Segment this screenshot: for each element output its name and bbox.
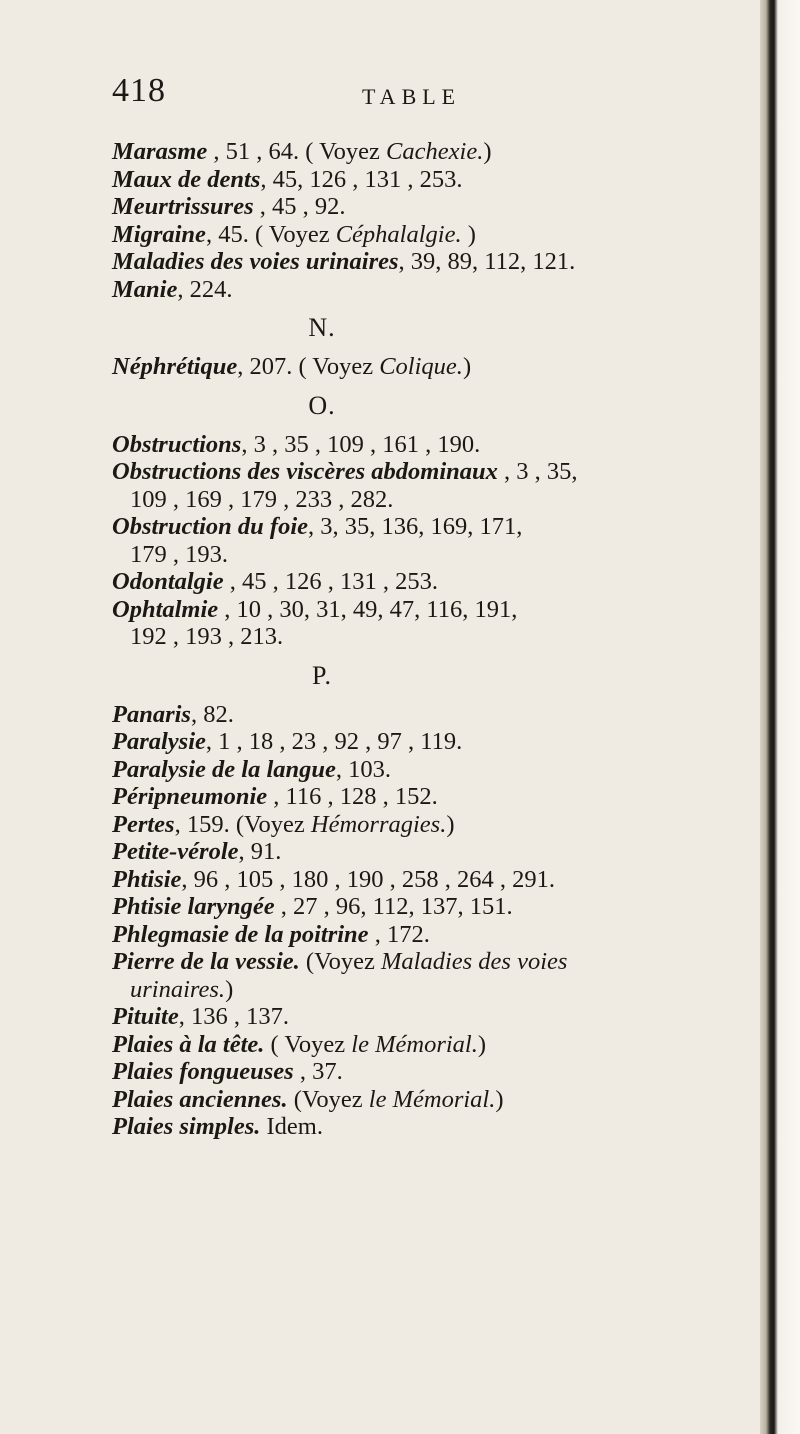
entry-term: Obstruction du foie (112, 513, 309, 540)
section-letter: O. (308, 390, 336, 420)
entry-continuation (112, 486, 762, 514)
running-head: TABLE (362, 84, 462, 109)
entry-tail: ) (461, 220, 476, 248)
entry-pages: , 51 , 64. ( Voyez (207, 138, 387, 165)
entry-pages: , 3 , 35 , 109 , 161 , 190. (241, 430, 481, 458)
entry-pages: , 96 , 105 , 180 , 190 , 258 , 264 , 291. (181, 865, 556, 893)
entry-term: Meurtrissures (112, 193, 254, 220)
index-entry (112, 1003, 762, 1031)
entry-cross-reference: Céphalalgie. (335, 220, 462, 248)
section-letter: N. (308, 313, 336, 342)
entry-tail: ) (446, 810, 455, 838)
index-entry (112, 893, 762, 921)
index-entry (112, 728, 762, 756)
entry-term: Marasme (112, 138, 208, 165)
entry-cross-reference: le Mémorial. (368, 1085, 496, 1113)
entry-pages: , 3 , 35, (497, 458, 578, 485)
index-entry (112, 1058, 762, 1086)
index-entry (112, 353, 762, 381)
entry-pages: , 91. (238, 838, 282, 865)
entry-term: Paralysie (112, 728, 206, 755)
entry-pages: , 39, 89, 112, 121. (398, 248, 576, 275)
index-entry (112, 783, 762, 811)
entry-cross-reference: Cachexie. (386, 138, 484, 165)
entry-pages: Idem. (260, 1113, 323, 1140)
entry-pages: , 1 , 18 , 23 , 92 , 97 , 119. (205, 728, 463, 755)
entry-pages: (Voyez (299, 948, 381, 975)
entry-cross-reference: le Mémorial. (351, 1030, 478, 1058)
entry-continuation (112, 976, 762, 1004)
entry-term: Panaris (112, 700, 191, 728)
section-letter: P. (311, 660, 333, 690)
index-entry (112, 948, 762, 1003)
entry-term: Pierre de la vessie. (112, 948, 300, 975)
entry-pages: (Voyez (287, 1085, 369, 1113)
entry-pages: , 37. (293, 1058, 343, 1085)
entry-pages: ( Voyez (264, 1030, 352, 1058)
entry-tail: ) (495, 1085, 504, 1113)
entry-continuation-text: 109 , 169 , 179 , 233 , 282. (130, 485, 394, 513)
entry-term: Plaies fongueuses (112, 1058, 294, 1085)
entry-term: Obstructions des viscères abdominaux (112, 458, 498, 485)
entry-term: Manie (112, 275, 178, 303)
entry-continuation (112, 541, 762, 569)
entry-pages: , 82. (190, 700, 234, 728)
index-entry (112, 756, 762, 784)
entry-term: Péripneumonie (112, 783, 268, 810)
index-entry (112, 596, 762, 651)
index-entry (112, 866, 762, 894)
index-entry (112, 276, 762, 304)
entry-pages: , 116 , 128 , 152. (267, 783, 438, 810)
index-entry (112, 248, 762, 276)
entry-pages: , 45 , 92. (253, 193, 346, 220)
index-entry (112, 166, 762, 194)
entry-pages: , 172. (368, 920, 430, 948)
index-entry (112, 221, 762, 249)
index-entry (112, 1031, 762, 1059)
entry-tail: ) (477, 1030, 487, 1058)
entry-continuation-text: 192 , 193 , 213. (130, 623, 284, 650)
entry-pages: , 45. ( Voyez (205, 220, 336, 248)
page-number: 418 (112, 72, 166, 109)
entry-pages: , 224. (177, 275, 233, 303)
entry-pages: , 207. ( Voyez (237, 353, 380, 380)
entry-continuation-text: 179 , 193. (130, 540, 228, 568)
index-entry (112, 1086, 762, 1114)
index-entry (112, 513, 762, 568)
entry-term: Phtisie laryngée (112, 893, 275, 920)
entry-term: Ophtalmie (112, 595, 219, 623)
index-entry (112, 1113, 762, 1141)
entry-term: Plaies anciennes. (112, 1085, 288, 1113)
entry-term: Pituite (112, 1003, 179, 1030)
index-entry (112, 838, 762, 866)
entry-term: Maladies des voies urinaires (112, 248, 399, 275)
entry-pages: , 3, 35, 136, 169, 171, (308, 513, 523, 540)
entry-term: Petite-vérole (112, 838, 239, 865)
entry-term: Plaies à la tête. (112, 1030, 265, 1058)
index-entry (112, 701, 762, 729)
page-header (112, 72, 632, 120)
entry-term: Migraine (112, 220, 206, 248)
entry-pages: , 45 , 126 , 131 , 253. (223, 568, 438, 595)
entry-term: Pertes (112, 810, 175, 838)
book-gutter (760, 0, 800, 1434)
entry-term: Néphrétique (112, 353, 238, 380)
entry-cross-reference: Colique. (379, 353, 463, 380)
entry-cross-reference: Maladies des voies (380, 948, 568, 975)
entry-tail: ) (462, 353, 472, 380)
index-entry (112, 193, 762, 221)
entry-term: Odontalgie (112, 568, 224, 595)
entry-tail: ) (483, 138, 492, 165)
entry-pages: , 27 , 96, 112, 137, 151. (274, 893, 513, 920)
entry-cross-reference: Hémorragies. (310, 810, 447, 838)
index-entry (112, 921, 762, 949)
index-entry (112, 138, 762, 166)
entry-continuation-text: ) (225, 975, 234, 1003)
entry-term: Maux de dents (112, 165, 261, 193)
index-entry (112, 811, 762, 839)
index-entries (112, 138, 762, 1141)
entry-continuation (112, 623, 762, 651)
entry-pages: , 103. (335, 755, 392, 783)
entry-term: Paralysie de la langue (112, 755, 336, 783)
index-entry (112, 431, 762, 459)
entry-pages: , 136 , 137. (178, 1003, 289, 1030)
entry-continuation-italic: urinaires. (130, 975, 226, 1003)
entry-term: Phlegmasie de la poitrine (112, 920, 369, 948)
entry-term: Obstructions (112, 430, 242, 458)
index-entry (112, 568, 762, 596)
entry-pages: , 10 , 30, 31, 49, 47, 116, 191, (218, 595, 518, 623)
entry-pages: , 159. (Voyez (174, 810, 311, 838)
entry-pages: , 45, 126 , 131 , 253. (260, 165, 463, 193)
entry-term: Phtisie (112, 865, 182, 893)
entry-term: Plaies simples. (112, 1113, 261, 1140)
index-entry (112, 458, 762, 513)
